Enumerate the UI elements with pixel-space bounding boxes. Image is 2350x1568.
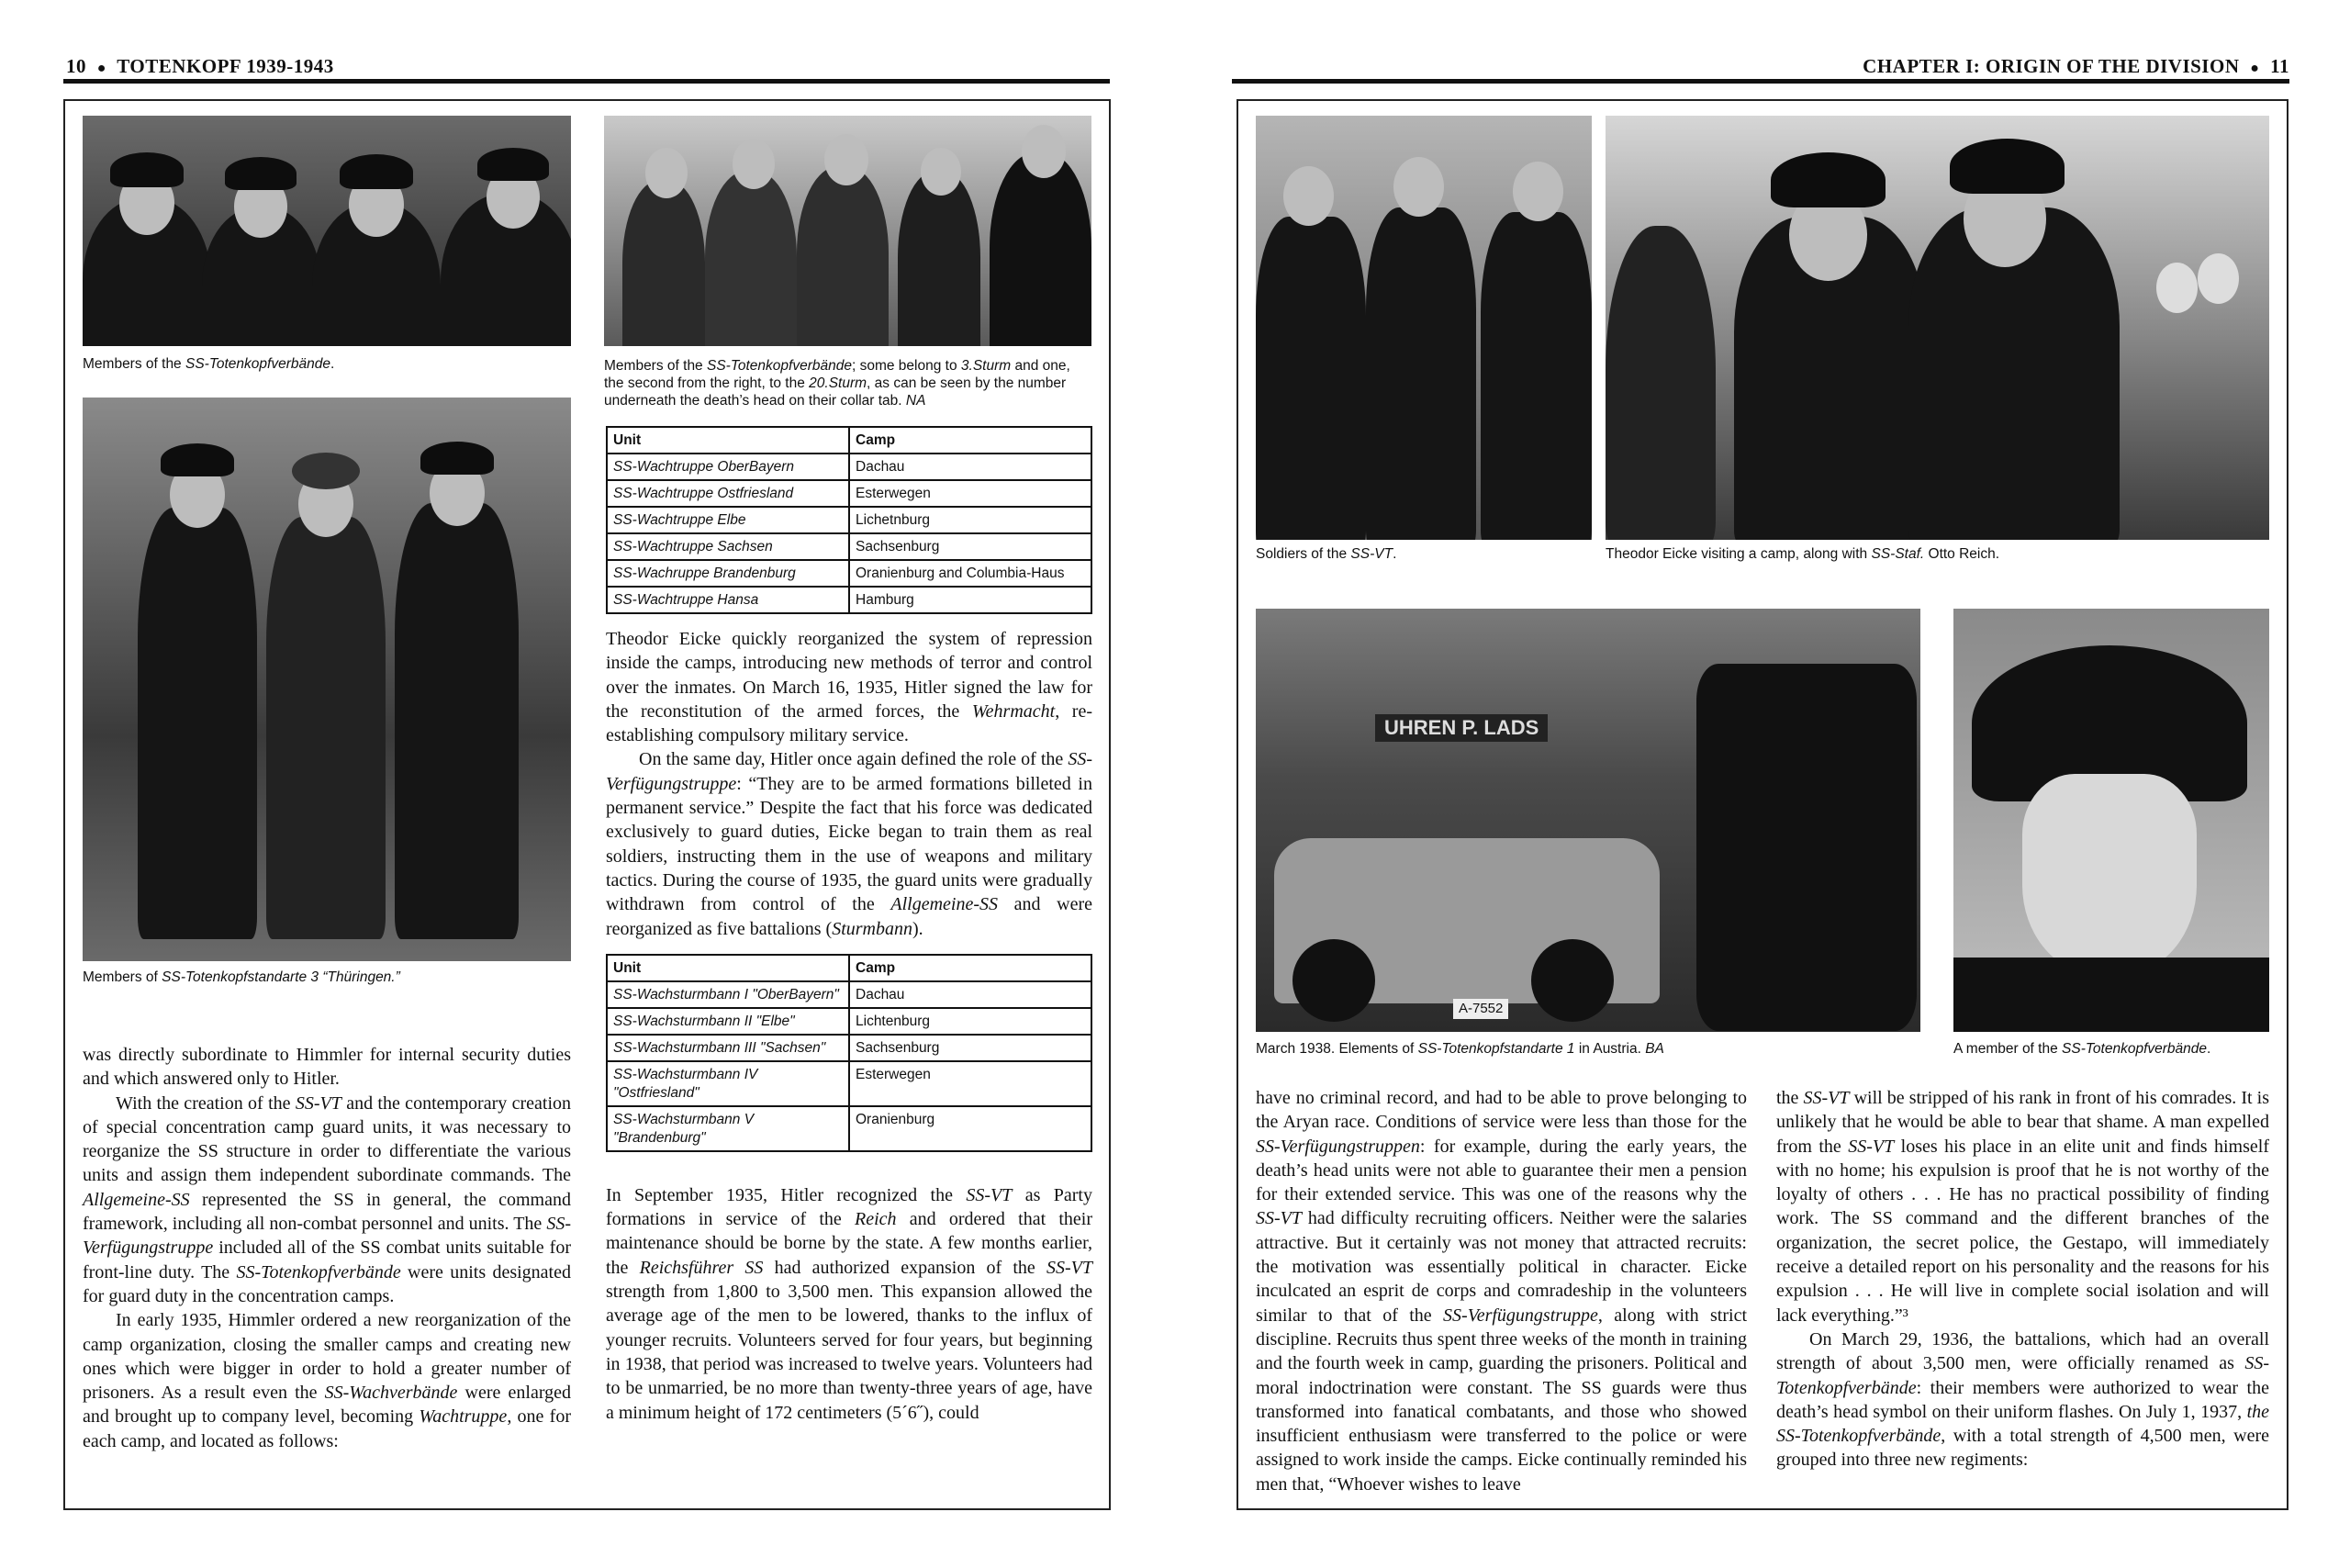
- italic-text: Wachtruppe: [419, 1406, 508, 1428]
- italic-text: SS-Wachverbände: [324, 1383, 458, 1404]
- text-run: loses his place in an elite unit and finds himself with no home; his expulsion is proof that he is not worthy of the loyalty of others . . . He has no practical possibility of finding work. The SS command and the different branches of the organization, the secret police, the Gestapo, will immediately receive a detailed report on his personality and the reasons for his expulsion . . . He will live in complete social isolation and will lack everything.”³: [1776, 1136, 2269, 1326]
- text-run: were enlarged and brought up to company level, becoming: [83, 1383, 571, 1428]
- table-row: [607, 1035, 1091, 1061]
- bullet-icon: ●: [2250, 61, 2260, 76]
- text-run: included all of the SS combat units suitable for front-line duty. The: [83, 1238, 571, 1282]
- left-col2-stack: [604, 357, 1092, 1425]
- italic-text: 3.Sturm: [960, 358, 1012, 374]
- italic-text: SS-Verfügungstruppe: [83, 1214, 571, 1259]
- text-run: , as can be seen by the number underneath the death’s head on their collar tab.: [604, 375, 1067, 409]
- italic-text: SS-VT: [295, 1092, 341, 1114]
- italic-text: SS-Verfügungstruppen: [1256, 1136, 1420, 1157]
- italic-text: Sturmbann: [832, 918, 912, 939]
- text-run: Theodor Eicke quickly reorganized the system of repression inside the camps, introducing new methods of terror and control over the inmates. On March 16, 1935, Hitler signed the law for the reconstitution of the armed forces, the: [606, 629, 1092, 722]
- italic-text: Reich: [855, 1209, 897, 1230]
- text-run: and the contemporary creation of special concentration camp guard units, it was necessary to reorganize the SS structure in order to differentiate the various units and assign them independent subordinate commands. The: [83, 1092, 571, 1186]
- unit-cell: SS-Wachsturmbann V "Brandenburg": [607, 1106, 849, 1151]
- unit-cell: SS-Wachtruppe Ostfriesland: [607, 480, 849, 507]
- text-run: had authorized expansion of the: [763, 1257, 1046, 1278]
- text-run: and one, the second from the right, to the: [604, 358, 1070, 391]
- italic-text: SS-Totenkopfstandarte 3 “Thüringen.”: [162, 969, 400, 985]
- text-run: On March 29, 1936, the battalions, which had an overall strength of about 3,500 men, were officially renamed as: [1776, 1328, 2269, 1374]
- text-run: as Party formations in service of the: [606, 1184, 1092, 1230]
- photo-ss-helmet-portrait: [1953, 609, 2269, 1032]
- camp-cell: Dachau: [849, 454, 1091, 480]
- table-row: [607, 981, 1091, 1008]
- caption-photo-c: [1256, 1040, 1920, 1058]
- text-run: .: [1393, 546, 1397, 562]
- text-run: Otto Reich.: [1924, 546, 2000, 562]
- camp-cell: Esterwegen: [849, 1061, 1091, 1106]
- italic-text: SS-VT: [966, 1184, 1013, 1205]
- text-run: the: [1776, 1088, 1804, 1108]
- text-run: In September 1935, Hitler recognized the: [606, 1184, 967, 1205]
- unit-cell: SS-Wachruppe Brandenburg: [607, 560, 849, 587]
- text-run: In early 1935, Himmler ordered a new reorganization of the camp organization, closing the smaller camps and creating new ones which were bigger in order to hold a greater number of prisoners. As a result even the: [83, 1310, 571, 1404]
- italic-text: Allgemeine-SS: [890, 894, 998, 915]
- paragraph: [83, 1308, 571, 1453]
- bullet-icon: ●: [96, 61, 106, 76]
- text-run: Members of the: [604, 358, 707, 374]
- camp-cell: Esterwegen: [849, 480, 1091, 507]
- table-row: [607, 1061, 1091, 1106]
- shop-sign: UHREN P. LADS: [1375, 714, 1548, 742]
- text-run: in Austria.: [1574, 1041, 1646, 1057]
- table-wachsturmbann: [606, 954, 1092, 1152]
- text-run: , re-establishing compulsory military service.: [606, 700, 1092, 746]
- italic-text: NA: [905, 393, 926, 409]
- page-number: 10: [66, 55, 86, 77]
- camp-cell: Oranienburg and Columbia-Haus: [849, 560, 1091, 587]
- camp-cell: Sachsenburg: [849, 1035, 1091, 1061]
- table-row: [607, 1106, 1091, 1151]
- italic-text: SS-Totenkopfverbände: [236, 1261, 401, 1282]
- text-run: , one for each camp, and located as follows:: [83, 1406, 571, 1451]
- text-run: ).: [912, 918, 923, 939]
- photo-ss-members-laughing: [604, 116, 1091, 346]
- italic-text: SS-VT: [1350, 546, 1393, 562]
- italic-text: SS-VT: [1256, 1208, 1302, 1229]
- unit-cell: SS-Wachsturmbann I "OberBayern": [607, 981, 849, 1008]
- camp-cell: Dachau: [849, 981, 1091, 1008]
- unit-cell: SS-Wachtruppe Hansa: [607, 587, 849, 613]
- unit-cell: SS-Wachsturmbann II "Elbe": [607, 1008, 849, 1035]
- caption-photo-a: [1256, 545, 1592, 563]
- column-header-camp: Camp: [849, 427, 1091, 454]
- unit-cell: SS-Wachtruppe Sachsen: [607, 533, 849, 560]
- unit-cell: SS-Wachsturmbann III "Sachsen": [607, 1035, 849, 1061]
- paragraph: [1776, 1327, 2269, 1473]
- unit-cell: SS-Wachtruppe Elbe: [607, 507, 849, 533]
- left-col2-text-b: [606, 1183, 1092, 1425]
- right-page-header: [1863, 55, 2289, 78]
- unit-cell: SS-Wachtruppe OberBayern: [607, 454, 849, 480]
- italic-text: SS-Verfügungstruppe: [1443, 1305, 1598, 1326]
- text-run: On the same day, Hitler once again defined the role of the: [639, 749, 1069, 770]
- text-run: had difficulty recruiting officers. Neither were the salaries attractive. But it certainly was not money that attracted recruits: the motivation was essentially political in character. Eicke inculcated an esprit de corps and comradeship in the volunteers similar to that of the: [1256, 1208, 1747, 1326]
- text-run: .: [330, 356, 335, 372]
- italic-text: SS-Totenkopfverbände: [185, 356, 330, 372]
- table-row: [607, 454, 1091, 480]
- text-run: have no criminal record, and had to be able to prove belonging to the Aryan race. Conditions of service were less than those for the: [1256, 1088, 1747, 1133]
- text-run: strength from 1,800 to 3,500 men. This expansion allowed the average age of the men to be lowered, thanks to the influx of younger recruits. Volunteers served for four years, but beginning in 1938, that period was increased to twelve years. Volunteers had to be unmarried, be no more than twenty-three years of age, have a minimum height of 172 centimeters (5´6˝), could: [606, 1282, 1092, 1423]
- left-page-header: [66, 55, 334, 78]
- table-row: [607, 560, 1091, 587]
- photo-eicke-visiting-camp: [1606, 116, 2269, 540]
- text-run: will be stripped of his rank in front of his comrades. It is unlikely that he would be able to bear that shame. A man expelled from the: [1776, 1088, 2269, 1157]
- column-header-unit: Unit: [607, 955, 849, 981]
- italic-text: SS-Totenkopfverbände: [1776, 1353, 2269, 1398]
- paragraph: [606, 1183, 1092, 1425]
- italic-text: SS-Totenkopfstandarte 1: [1417, 1041, 1575, 1057]
- paragraph: [1256, 1086, 1747, 1496]
- paragraph: [83, 1043, 571, 1092]
- photo-march-1938-austria: [1256, 609, 1920, 1032]
- italic-text: SS-Staf.: [1871, 546, 1925, 562]
- camp-cell: Sachsenburg: [849, 533, 1091, 560]
- table-wachtruppe: [606, 426, 1092, 614]
- text-run: : “They are to be armed formations billeted in permanent service.” Despite the fact that his force was dedicated exclusively to guard duties, Eicke began to train them as real soldiers, instructing them in the use of weapons and military tactics. During the course of 1935, the guard units were gradually withdrawn from control of the: [606, 773, 1092, 915]
- page-number: 11: [2270, 55, 2289, 77]
- text-run: With the creation of the: [116, 1092, 296, 1114]
- unit-camp-table-2: [606, 954, 1092, 1152]
- camp-cell: Hamburg: [849, 587, 1091, 613]
- text-run: ; some belong to: [851, 358, 961, 374]
- paragraph: [606, 747, 1092, 940]
- chapter-title: CHAPTER I: ORIGIN OF THE DIVISION: [1863, 55, 2240, 77]
- camp-cell: Oranienburg: [849, 1106, 1091, 1151]
- text-run: .: [2207, 1041, 2211, 1057]
- table-row: [607, 507, 1091, 533]
- table-row: [607, 480, 1091, 507]
- table-row: [607, 587, 1091, 613]
- caption-photo3: [83, 969, 571, 986]
- text-run: was directly subordinate to Himmler for internal security duties and which answered only to Hitler.: [83, 1045, 571, 1090]
- italic-text: SS-Totenkopfverbände: [707, 358, 852, 374]
- column-header-camp: Camp: [849, 955, 1091, 981]
- italic-text: SS-VT: [1803, 1088, 1850, 1108]
- text-run: were units designated for guard duty in the concentration camps.: [83, 1261, 571, 1306]
- photo-totenkopfstandarte-thuringen: [83, 398, 571, 961]
- caption-photo-b: [1606, 545, 2269, 563]
- italic-text: BA: [1645, 1041, 1664, 1057]
- license-plate: A-7552: [1453, 999, 1508, 1019]
- camp-cell: Lichtenburg: [849, 1008, 1091, 1035]
- paragraph: [83, 1092, 571, 1309]
- text-run: and were reorganized as five battalions (: [606, 894, 1092, 939]
- italic-text: SS-VT: [1848, 1136, 1895, 1157]
- italic-text: Reichsführer SS: [639, 1257, 764, 1278]
- text-run: Soldiers of the: [1256, 546, 1351, 562]
- italic-text: 20.Sturm: [809, 375, 867, 391]
- text-run: and ordered that their maintenance should be borne by the state. A few months earlier, the: [606, 1209, 1092, 1278]
- italic-text: SS-VT: [1046, 1257, 1092, 1278]
- photo-ss-members-group: [83, 116, 571, 346]
- caption-photo-d: [1953, 1040, 2269, 1058]
- header-rule: [63, 79, 1110, 84]
- text-run: Members of: [83, 969, 162, 985]
- table-row: [607, 1008, 1091, 1035]
- unit-cell: SS-Wachsturmbann IV "Ostfriesland": [607, 1061, 849, 1106]
- right-col2-text: [1776, 1086, 2269, 1473]
- text-run: Theodor Eicke visiting a camp, along with: [1606, 546, 1872, 562]
- caption-photo2: [604, 357, 1091, 409]
- italic-text: SS-Totenkopfverbände: [2062, 1041, 2208, 1057]
- left-col2-text-a: [606, 627, 1092, 941]
- text-run: represented the SS in general, the command framework, including all non-combat personnel and units. The: [83, 1189, 571, 1235]
- caption-photo1: [83, 355, 571, 373]
- unit-camp-table-1: [606, 426, 1092, 614]
- photo-ss-vt-soldiers: [1256, 116, 1592, 540]
- camp-cell: Lichetnburg: [849, 507, 1091, 533]
- paragraph: [1776, 1086, 2269, 1327]
- text-run: , with a total strength of 4,500 men, were grouped into three new regiments:: [1776, 1426, 2269, 1471]
- italic-text: the SS-Totenkopfverbände: [1776, 1401, 2269, 1447]
- header-rule: [1232, 79, 2289, 84]
- text-run: : for example, during the early years, the death’s head units were not able to guarantee their men a pension for their extended service. This was one of the reasons why the: [1256, 1136, 1747, 1205]
- table-row: [607, 533, 1091, 560]
- italic-text: Allgemeine-SS: [83, 1189, 190, 1210]
- left-col1-text: [83, 1043, 571, 1453]
- text-run: A member of the: [1953, 1041, 2063, 1057]
- paragraph: [606, 627, 1092, 747]
- text-run: : their members were authorized to wear the death’s head symbol on their uniform flashes. On July 1, 1937,: [1776, 1377, 2269, 1422]
- column-header-unit: Unit: [607, 427, 849, 454]
- italic-text: SS-Verfügungstruppe: [606, 749, 1092, 794]
- text-run: March 1938. Elements of: [1256, 1041, 1418, 1057]
- right-col1-text: [1256, 1086, 1747, 1496]
- text-run: Members of the: [83, 356, 185, 372]
- text-run: , along with strict discipline. Recruits thus spent three weeks of the month in training and the fourth week in camp, guarding the prisoners. Political and moral indoctrination were constant. The SS guards were thus transformed into fanatical combatants, and those who showed insufficient enthusiasm were transferred to the police or were assigned to work inside the camps. Eicke continually reminded his men that, “Whoever wishes to leave: [1256, 1305, 1748, 1495]
- italic-text: Wehrmacht: [971, 700, 1056, 722]
- book-title: TOTENKOPF 1939-1943: [117, 55, 334, 77]
